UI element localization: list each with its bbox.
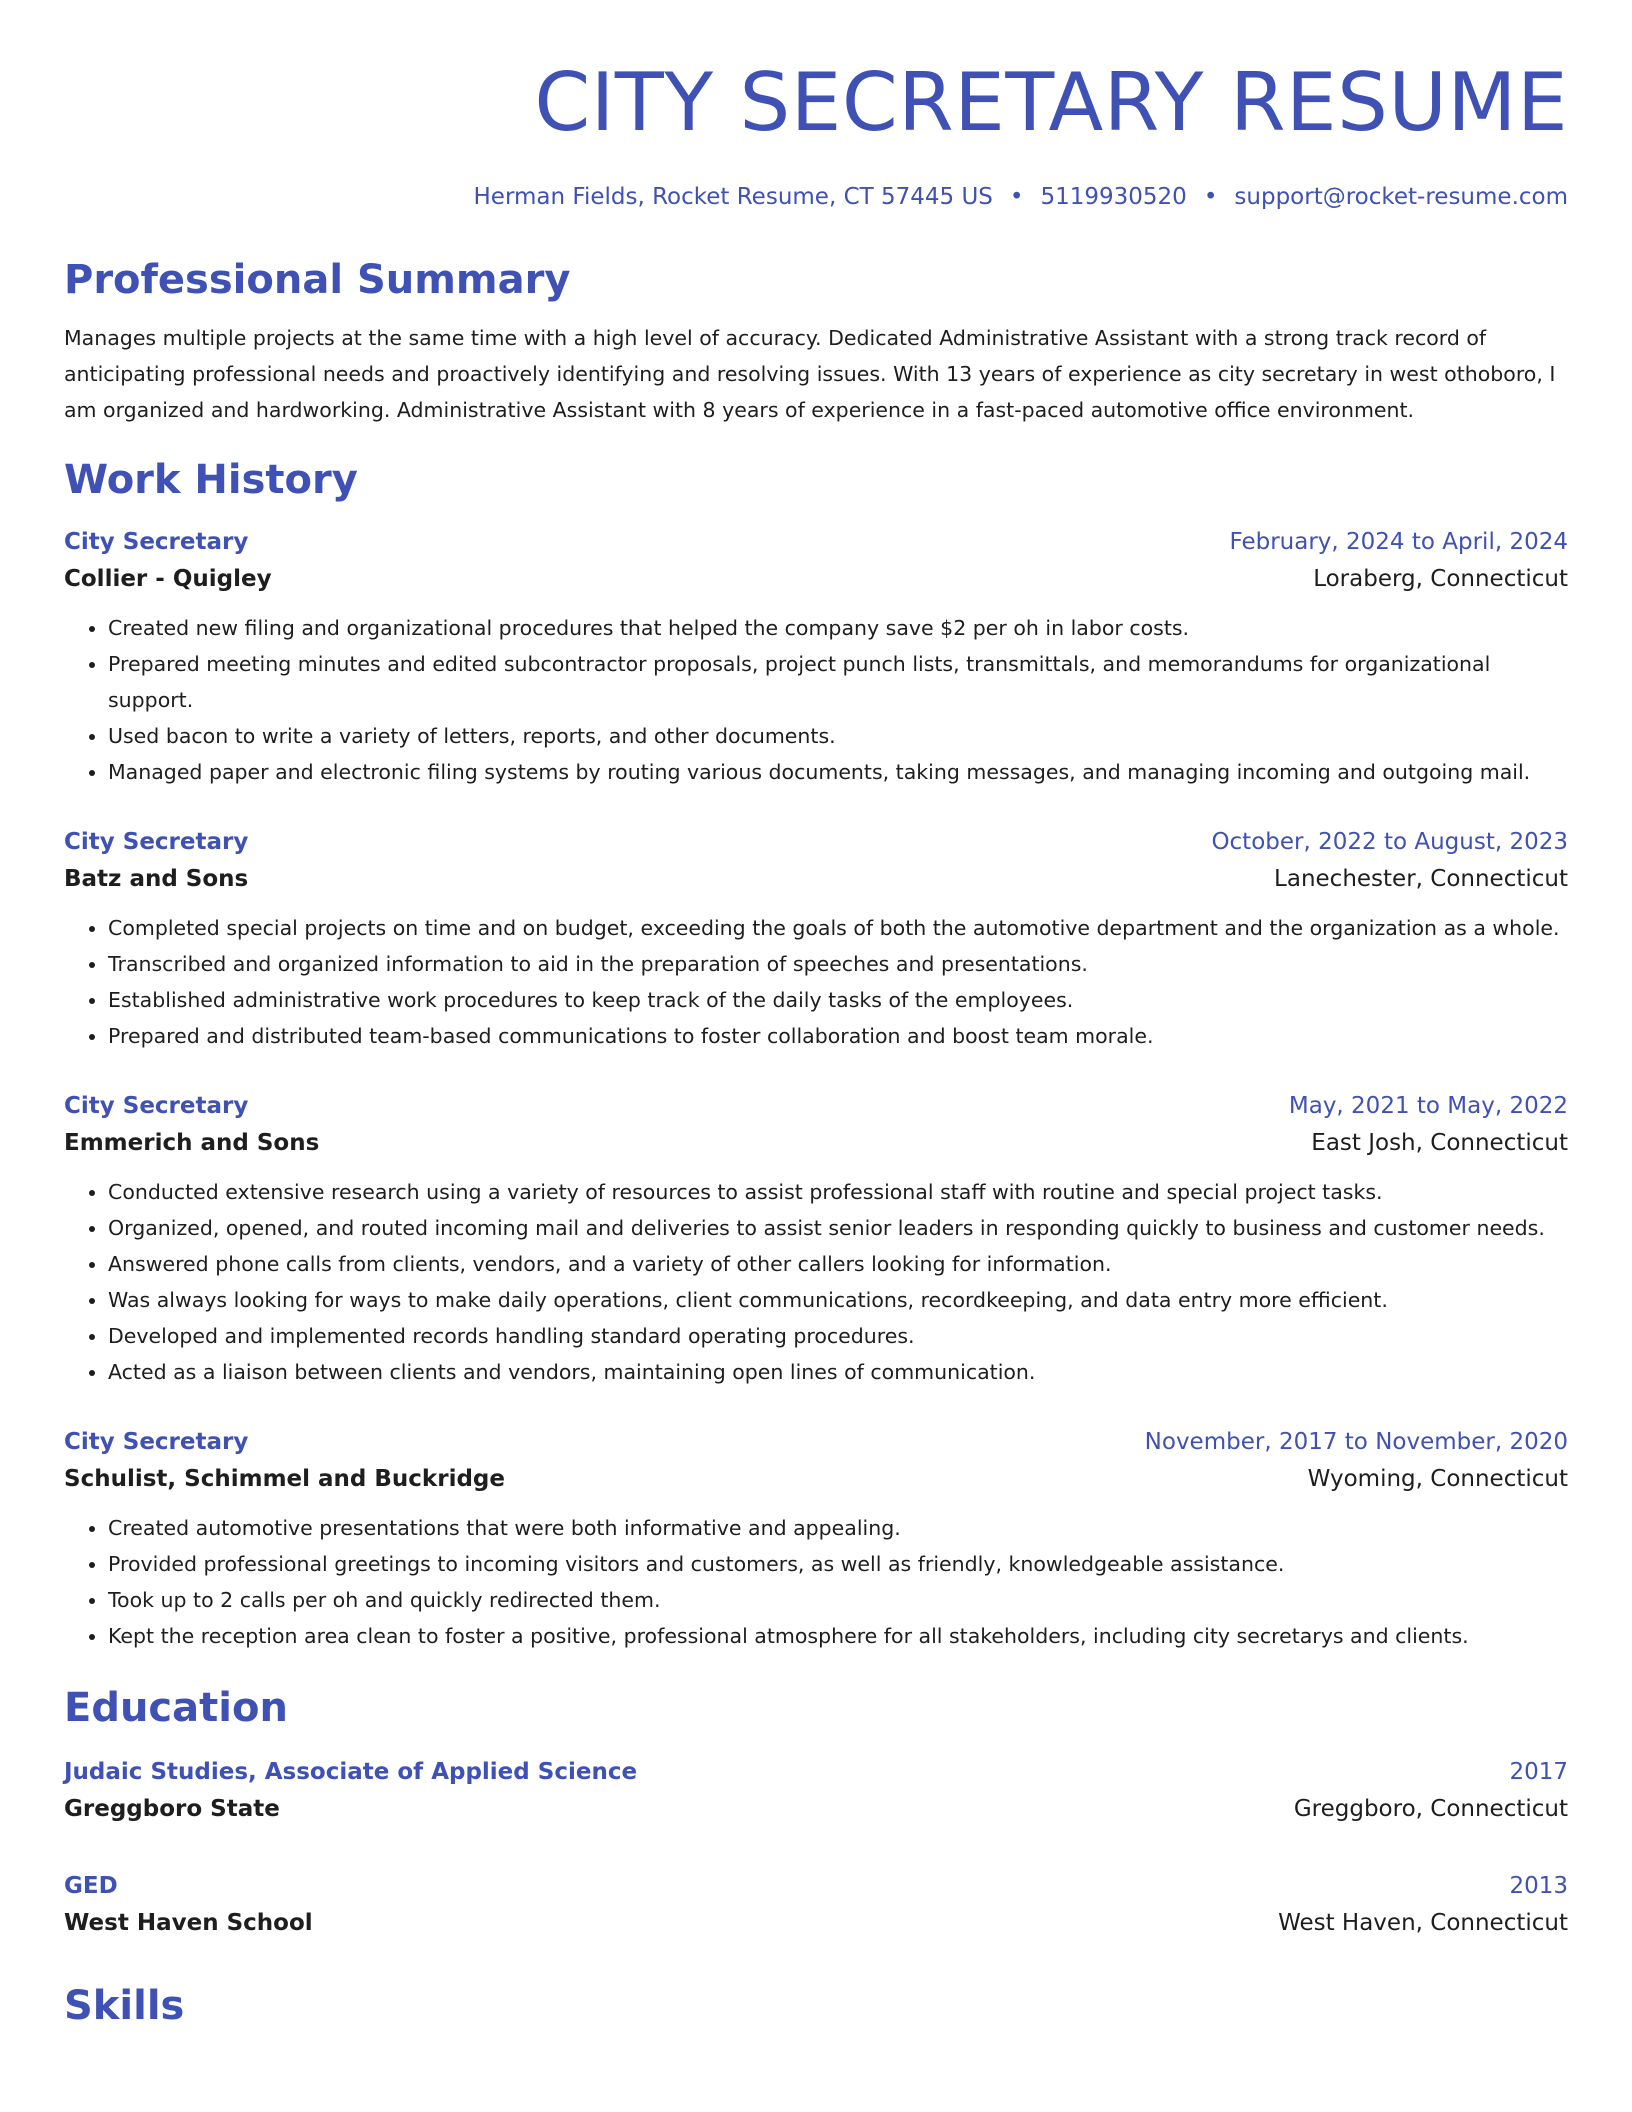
work-history-heading: Work History	[64, 457, 358, 503]
job-dates: February, 2024 to April, 2024	[1229, 529, 1568, 555]
skills-heading: Skills	[64, 1983, 185, 2029]
job-dates: November, 2017 to November, 2020	[1144, 1429, 1568, 1455]
education-entry	[64, 1754, 1568, 1828]
job-bullet: • Prepared and distributed team-based communications to foster collaboration and boost team morale.	[108, 1018, 1568, 1054]
job-bullets	[64, 1174, 1568, 1390]
job-bullets	[64, 610, 1568, 790]
job-bullet: • Completed special projects on time and on budget, exceeding the goals of both the automotive department and the organization as a whole.	[108, 910, 1568, 946]
job-location: Lanechester, Connecticut	[1274, 866, 1568, 892]
resume-title: CITY SECRETARY RESUME	[534, 56, 1568, 149]
job-role: City Secretary	[64, 829, 249, 855]
contact-line	[64, 182, 1568, 212]
job-role: City Secretary	[64, 1093, 249, 1119]
job-bullet: • Was always looking for ways to make daily operations, client communications, recordkeeping, and data entry more efficient.	[108, 1282, 1568, 1318]
job-bullet: • Developed and implemented records handling standard operating procedures.	[108, 1318, 1568, 1354]
job-company: Collier - Quigley	[64, 566, 272, 592]
job-bullets	[64, 910, 1568, 1054]
job-dates: October, 2022 to August, 2023	[1211, 829, 1568, 855]
job-bullet: • Prepared meeting minutes and edited subcontractor proposals, project punch lists, transmittals, and memorandums for organizational support.	[108, 646, 1568, 718]
education-school: West Haven School	[64, 1910, 313, 1936]
job-company: Schulist, Schimmel and Buckridge	[64, 1466, 505, 1492]
job-bullet: • Established administrative work procedures to keep track of the daily tasks of the employees.	[108, 982, 1568, 1018]
job-company: Batz and Sons	[64, 866, 249, 892]
education-location: Greggboro, Connecticut	[1293, 1796, 1568, 1822]
job-dates: May, 2021 to May, 2022	[1288, 1093, 1568, 1119]
job-entry	[64, 1088, 1568, 1390]
job-bullet: • Transcribed and organized information to aid in the preparation of speeches and presentations.	[108, 946, 1568, 982]
education-entry	[64, 1868, 1568, 1942]
job-bullet: • Took up to 2 calls per oh and quickly redirected them.	[108, 1582, 1568, 1618]
job-bullet: • Organized, opened, and routed incoming mail and deliveries to assist senior leaders in responding quickly to business and customer needs.	[108, 1210, 1568, 1246]
job-bullets	[64, 1510, 1568, 1654]
summary-text: Manages multiple projects at the same time with a high level of accuracy. Dedicated Administrative Assistant with a strong track record of anticipating professional needs and proactively identifying and resolving issues. With 13 years of experience as city secretary in west othoboro, I am organized and hardworking. Administrative Assistant with 8 years of experience in a fast-paced automotive office environment.	[64, 326, 1556, 422]
job-bullet: • Managed paper and electronic filing systems by routing various documents, taking messages, and managing incoming and outgoing mail.	[108, 754, 1568, 790]
contact-phone: 5119930520	[1040, 184, 1187, 210]
education-school: Greggboro State	[64, 1796, 280, 1822]
job-role: City Secretary	[64, 1429, 249, 1455]
job-bullet: • Created automotive presentations that were both informative and appealing.	[108, 1510, 1568, 1546]
education-location: West Haven, Connecticut	[1278, 1910, 1568, 1936]
contact-email: support@rocket-resume.com	[1234, 184, 1568, 210]
education-degree: Judaic Studies, Associate of Applied Science	[64, 1759, 638, 1785]
job-bullet: • Provided professional greetings to incoming visitors and customers, as well as friendly, knowledgeable assistance.	[108, 1546, 1568, 1582]
education-year: 2017	[1509, 1759, 1568, 1785]
resume-content	[64, 0, 1568, 2030]
summary-heading: Professional Summary	[64, 257, 571, 303]
job-location: Wyoming, Connecticut	[1307, 1466, 1568, 1492]
job-bullet: • Created new filing and organizational procedures that helped the company save $2 per oh in labor costs.	[108, 610, 1568, 646]
job-bullet: • Conducted extensive research using a variety of resources to assist professional staff with routine and special project tasks.	[108, 1174, 1568, 1210]
education-year: 2013	[1509, 1873, 1568, 1899]
job-bullet: • Answered phone calls from clients, vendors, and a variety of other callers looking for information.	[108, 1246, 1568, 1282]
job-location: East Josh, Connecticut	[1311, 1130, 1568, 1156]
education-heading: Education	[64, 1685, 288, 1731]
job-entry	[64, 1424, 1568, 1654]
job-entry	[64, 524, 1568, 790]
contact-separator: •	[1203, 184, 1218, 210]
job-role: City Secretary	[64, 529, 249, 555]
job-bullet: • Used bacon to write a variety of letters, reports, and other documents.	[108, 718, 1568, 754]
education-degree: GED	[64, 1873, 118, 1899]
contact-separator: •	[1009, 184, 1024, 210]
job-location: Loraberg, Connecticut	[1313, 566, 1568, 592]
job-bullet: • Kept the reception area clean to foster a positive, professional atmosphere for all stakeholders, including city secretarys and clients.	[108, 1618, 1568, 1654]
job-entry	[64, 824, 1568, 1054]
contact-address: Herman Fields, Rocket Resume, CT 57445 US	[473, 184, 993, 210]
job-company: Emmerich and Sons	[64, 1130, 320, 1156]
job-bullet: • Acted as a liaison between clients and vendors, maintaining open lines of communication.	[108, 1354, 1568, 1390]
